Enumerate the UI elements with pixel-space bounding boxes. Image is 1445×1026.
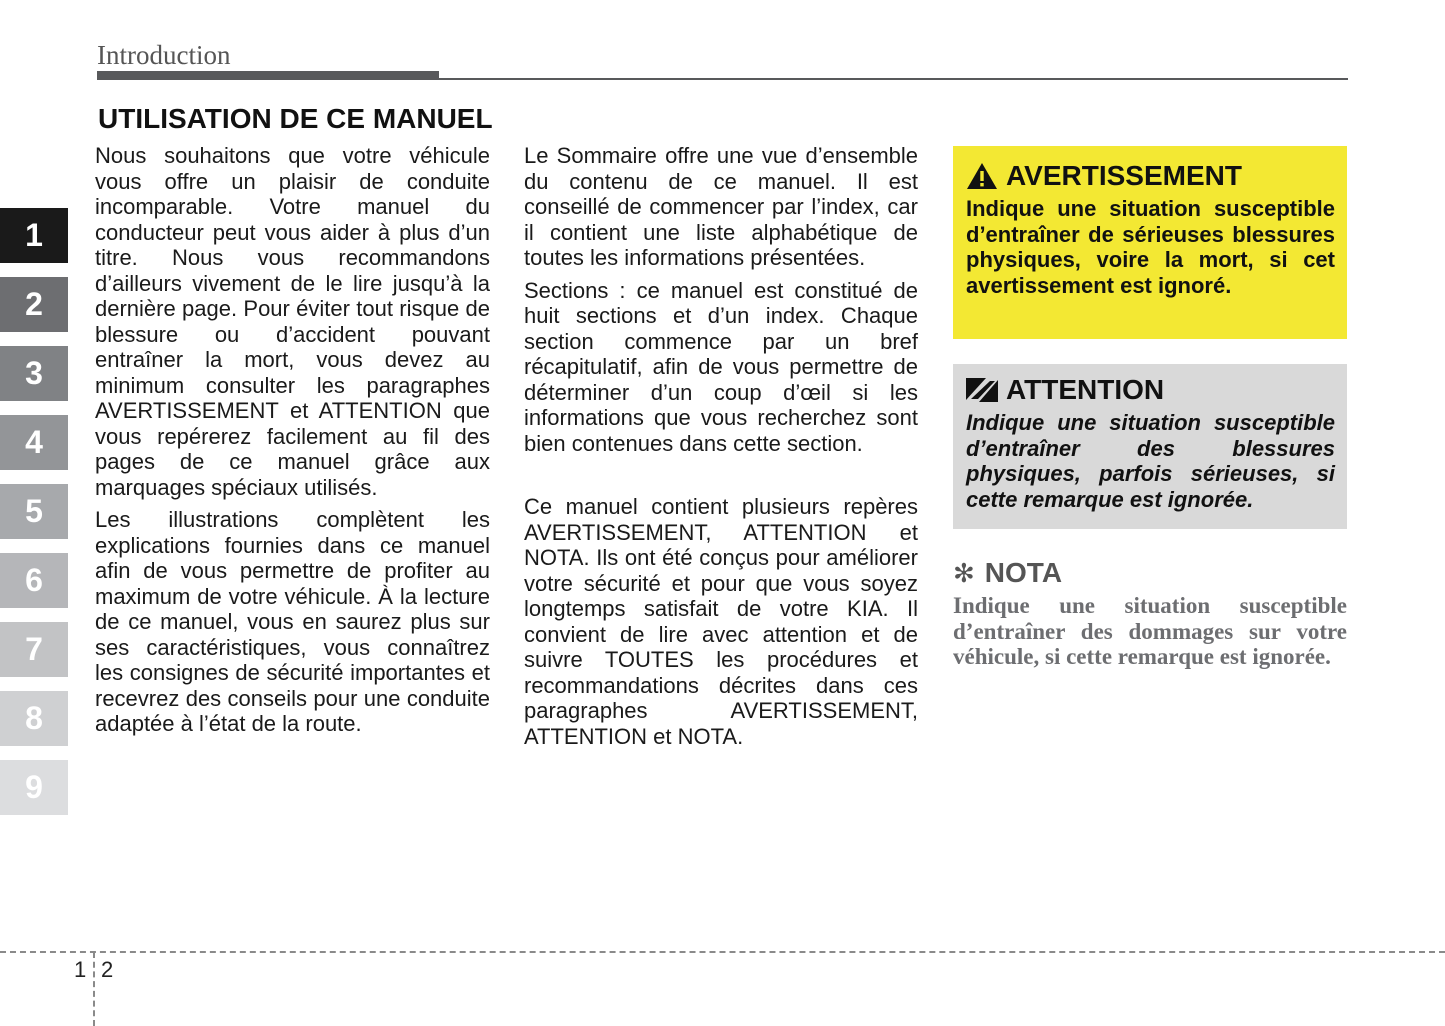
text-column-1 [95,143,490,737]
chapter-tab-4[interactable]: 4 [0,415,68,470]
chapter-tab-8[interactable]: 8 [0,691,68,746]
warning-triangle-icon [966,162,998,190]
chapter-tab-3[interactable]: 3 [0,346,68,401]
chapter-tab-9[interactable]: 9 [0,760,68,815]
column2-paragraph-2: Sections : ce manuel est constitué de huit sections et d’un index. Chaque section commence par un bref récapitulatif, afin de vous permettre de déterminer d’un coup d’œil si les informations que vous recherchez sont bien contenues dans cette section. [524,277,918,456]
chapter-tab-1[interactable]: 1 [0,208,68,263]
attention-title-row [966,372,1335,408]
column2-paragraph-1: Le Sommaire offre une vue d’ensemble du contenu de ce manuel. Il est conseillé de commencer par l’index, car il contient une liste alphabétique de toutes les informations présentées. [524,143,918,270]
column1-paragraph-1: Nous souhaitons que votre véhicule vous offre un plaisir de conduite incomparable. Votre manuel du conducteur peut vous aider à plus d’un titre. Nous vous recommandons d’ailleurs vivement de le lire jusqu’à la dernière page. Pour éviter tout risque de blessure ou d’accident pouvant entraîner la mort, vous devez au minimum consulter les paragraphes AVERTISSEMENT et ATTENTION que vous repérerez facilement au fil des pages de ce manuel grâce aux marquages spéciaux utilisés. [95,143,490,500]
page-section-number: 1 [74,957,87,982]
nota-star-icon: ✻ [953,557,975,588]
chapter-tab-6[interactable]: 6 [0,553,68,608]
nota-text: Indique une situation susceptible d’entraîner des dommages sur votre véhicule, si cette remarque est ignorée. [953,593,1347,669]
attention-slash-icon [966,378,998,402]
footer-dashed-divider [93,952,95,1026]
chapter-tab-7[interactable]: 7 [0,622,68,677]
warning-text: Indique une situation susceptible d’entraîner de sérieuses blessures physiques, voire la mort, si cet avertissement est ignoré. [966,196,1335,298]
warning-title-row [966,158,1335,194]
section-title: UTILISATION DE CE MANUEL [98,103,493,134]
footer-dashed-rule [0,951,1445,953]
chapter-tab-2[interactable]: 2 [0,277,68,332]
attention-text: Indique une situation susceptible d’entraîner des blessures physiques, parfois sérieuses, si cette remarque est ignorée. [966,410,1335,512]
text-column-2 [524,143,918,749]
nota-title: NOTA [984,557,1063,588]
chapter-tab-5[interactable]: 5 [0,484,68,539]
warning-title: AVERTISSEMENT [1006,160,1242,191]
header-rule-thin [439,78,1348,80]
page-number: 2 [101,957,114,982]
nota-title-row [953,555,1347,591]
attention-box [953,364,1347,529]
header-rule-thick [97,71,439,80]
column1-paragraph-2: Les illustrations complètent les explications fournies dans ce manuel afin de vous permettre de profiter au maximum de votre véhicule. À la lecture de ce manuel, vous en saurez plus sur ses caractéristiques, vous connaîtrez les consignes de sécurité importantes et recevrez des conseils pour une conduite adaptée à l’état de la route. [95,507,490,736]
warning-box [953,146,1347,339]
nota-section [953,555,1347,670]
column2-paragraph-3: Ce manuel contient plusieurs repères AVERTISSEMENT, ATTENTION et NOTA. Ils ont été conçus pour améliorer votre sécurité et pour que vous soyez longtemps satisfait de votre KIA. Il convient de lire avec attention et de suivre TOUTES les procédures et recommandations décrites dans ces paragraphes AVERTISSEMENT, ATTENTION et NOTA. [524,494,918,749]
attention-title: ATTENTION [1006,374,1165,405]
header-title: Introduction [97,40,231,70]
